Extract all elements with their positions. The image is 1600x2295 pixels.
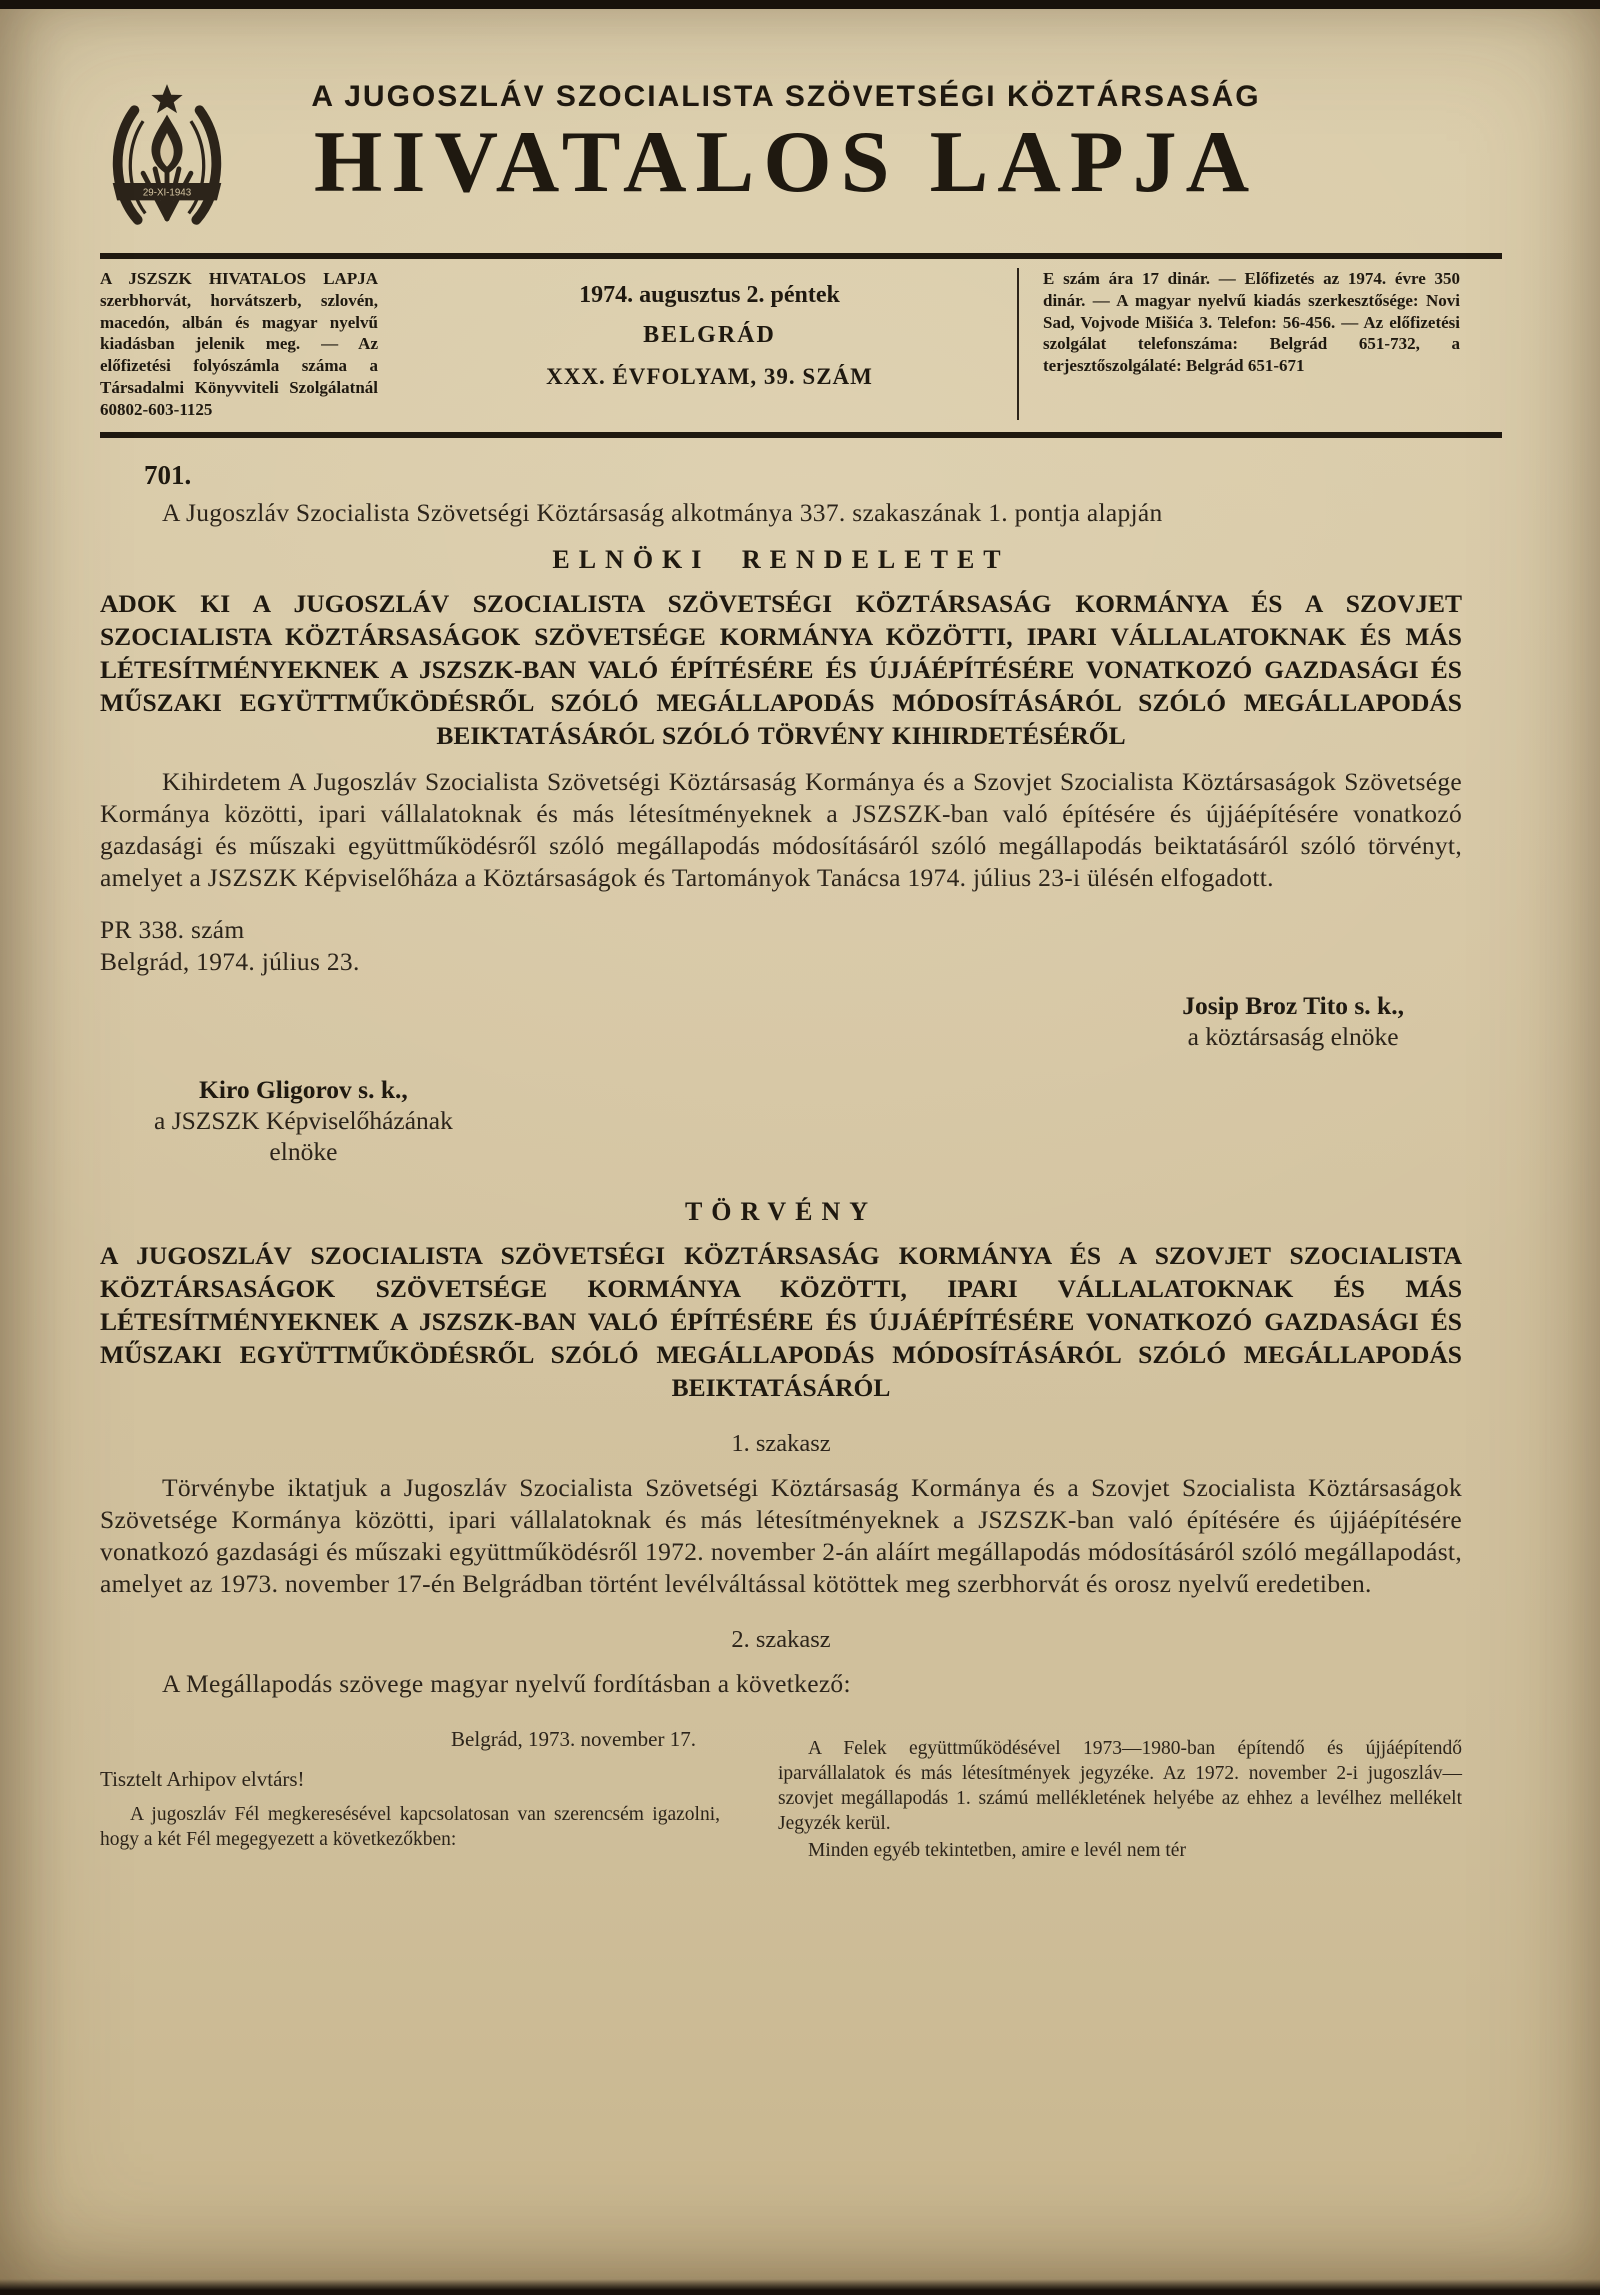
issue-date: 1974. augusztus 2. péntek [579, 282, 840, 308]
place-date: Belgrád, 1974. július 23. [100, 947, 360, 977]
masthead [0, 0, 1600, 243]
subscription-info: E szám ára 17 dinár. — Előfizetés az 1974. évre 350 dinár. — A magyar nyelvű kiadás szerkesztősége: Novi Sad, Vojvode Mišića 3. Telefon: 56-456. — Az előfizetési szolgálat telefonszáma: Belgrád 651-732, a terjesztőszolgálaté: Belgrád 651-671 [1017, 268, 1502, 420]
agreement-letter [100, 1726, 1462, 1863]
section-1-heading: 1. szakasz [731, 1430, 831, 1458]
signature-speaker-name: Kiro Gligorov s. k., [199, 1075, 408, 1105]
letter-right-paragraph-2: Minden egyéb tekintetben, amire e levél nem tér [808, 1840, 1186, 1862]
letter-dateline: Belgrád, 1973. november 17. [451, 1727, 696, 1752]
letter-left-body: A jugoszláv Fél megkeresésével kapcsolatosan van szerencsém igazolni, hogy a két Fél megegyezett a következőkben: [100, 1804, 720, 1851]
republic-line: A JUGOSZLÁV SZOCIALISTA SZÖVETSÉGI KÖZTÁRSASÁG [311, 80, 1261, 113]
issue-info [402, 268, 1017, 420]
decree-title: ADOK KI A JUGOSZLÁV SZOCIALISTA SZÖVETSÉGI KÖZTÁRSASÁG KORMÁNYA ÉS A SZOVJET SZOCIALISTA KÖZTÁRSASÁGOK SZÖVETSÉGE KORMÁNYA KÖZÖTTI, IPARI VÁLLALATOKNAK ÉS MÁS LÉTESÍTMÉNYEKNEK A JSZSZK-BAN VALÓ ÉPÍTÉSÉRE ÉS ÚJJÁÉPÍTÉSÉRE VONATKOZÓ GAZDASÁGI ÉS MŰSZAKI EGYÜTTMŰKÖDÉSRŐL SZÓLÓ MEGÁLLAPODÁS MÓDOSÍTÁSÁRÓL SZÓLÓ MEGÁLLAPODÁS BEIKTATÁSÁRÓL SZÓLÓ TÖRVÉNY KIHIRDETÉSÉRŐL [100, 589, 1462, 751]
scan-edge-top [0, 0, 1600, 9]
signature-speaker-title-line-2: elnöke [269, 1137, 338, 1167]
signature-president [1182, 990, 1404, 1052]
article-number: 701. [144, 460, 192, 491]
masthead-infobar [100, 253, 1502, 438]
issue-city: BELGRÁD [643, 322, 776, 348]
signature-speaker-title-line-1: a JSZSZK Képviselőházának [154, 1106, 453, 1136]
masthead-titles [276, 80, 1296, 211]
article-intro: A Jugoszláv Szocialista Szövetségi Köztársaság alkotmánya 337. szakaszának 1. pontja alapján [162, 498, 1163, 528]
scan-edge-bottom [0, 2279, 1600, 2295]
gazette-body [100, 460, 1462, 1863]
section-2-intro: A Megállapodás szövege magyar nyelvű fordításban a következő: [162, 1669, 851, 1699]
reference-number: PR 338. szám [100, 915, 245, 945]
law-heading: TÖRVÉNY [684, 1197, 878, 1227]
emblem-ribbon-text: 29-XI-1943 [142, 187, 192, 199]
signature-speaker [154, 1074, 453, 1167]
letter-right-paragraph-1: A Felek együttműködésével 1973—1980-ban építendő és újjáépítendő iparvállalatok és más létesítmények jegyzéke. Az 1972. november 2-i jugoszláv—szovjet megállapodás 1. számú mellékletének helyébe az ehhez a levélhez mellékelt Jegyzék kerül. [778, 1738, 1462, 1835]
law-title: A JUGOSZLÁV SZOCIALISTA SZÖVETSÉGI KÖZTÁRSASÁG KORMÁNYA ÉS A SZOVJET SZOCIALISTA KÖZTÁRSASÁGOK SZÖVETSÉGE KORMÁNYA KÖZÖTTI, IPARI VÁLLALATOKNAK ÉS MÁS LÉTESÍTMÉNYEKNEK A JSZSZK-BAN VALÓ ÉPÍTÉSÉRE ÉS ÚJJÁÉPÍTÉSÉRE VONATKOZÓ GAZDASÁGI ÉS MŰSZAKI EGYÜTTMŰKÖDÉSRŐL SZÓLÓ MEGÁLLAPODÁS MÓDOSÍTÁSÁRÓL SZÓLÓ MEGÁLLAPODÁS BEIKTATÁSÁRÓL [100, 1241, 1462, 1403]
promulgation-paragraph: Kihirdetem A Jugoszláv Szocialista Szövetségi Köztársaság Kormánya és a Szovjet Szocialista Köztársaságok Szövetsége Kormánya közötti, ipari vállalatoknak és más létesítményeknek a JSZSZK-ban való építésére és újjáépítésére vonatkozó gazdasági és műszaki együttműködésről szóló megállapodás módosításáról szóló megállapodás beiktatásáról szóló törvényt, amelyet a JSZSZK Képviselőháza a Köztársaságok és Tartományok Tanácsa 1974. július 23-i ülésén elfogadott. [100, 767, 1462, 893]
gazette-title: HIVATALOS LAPJA [313, 114, 1259, 211]
letter-salutation: Tisztelt Arhipov elvtárs! [100, 1767, 305, 1792]
signature-president-name: Josip Broz Tito s. k., [1182, 991, 1404, 1021]
letter-right-column [778, 1726, 1462, 1863]
section-2-heading: 2. szakasz [731, 1626, 831, 1654]
letter-left-column [100, 1726, 720, 1863]
section-1-body: Törvénybe iktatjuk a Jugoszláv Szocialista Szövetségi Köztársaság Kormánya és a Szovjet Szocialista Köztársaságok Szövetsége Kormánya közötti, ipari vállalatoknak és más létesítményeknek a JSZSZK-ban való építésére és újjáépítésére vonatkozó gazdasági és műszaki együttműködésről 1972. november 2-án aláírt megállapodás módosításáról szóló megállapodást, amelyet az 1973. november 17-én Belgrádban történt levélváltással kötöttek meg szerbhorvát és orosz nyelvű eredetiben. [100, 1473, 1462, 1599]
signature-president-title: a köztársaság elnöke [1187, 1022, 1399, 1052]
publication-info: A JSZSZK HIVATALOS LAPJA szerbhorvát, horvátszerb, szlovén, macedón, albán és magyar nyelvű kiadásban jelenik meg. — Az előfizetési folyószámla száma a Társadalmi Könyvviteli Szolgálatnál 60802-603-1125 [100, 269, 378, 419]
decree-heading: ELNÖKI RENDELETET [552, 545, 1010, 575]
yugoslav-coat-of-arms-icon [100, 82, 234, 239]
issue-volume: XXX. ÉVFOLYAM, 39. SZÁM [546, 364, 873, 389]
